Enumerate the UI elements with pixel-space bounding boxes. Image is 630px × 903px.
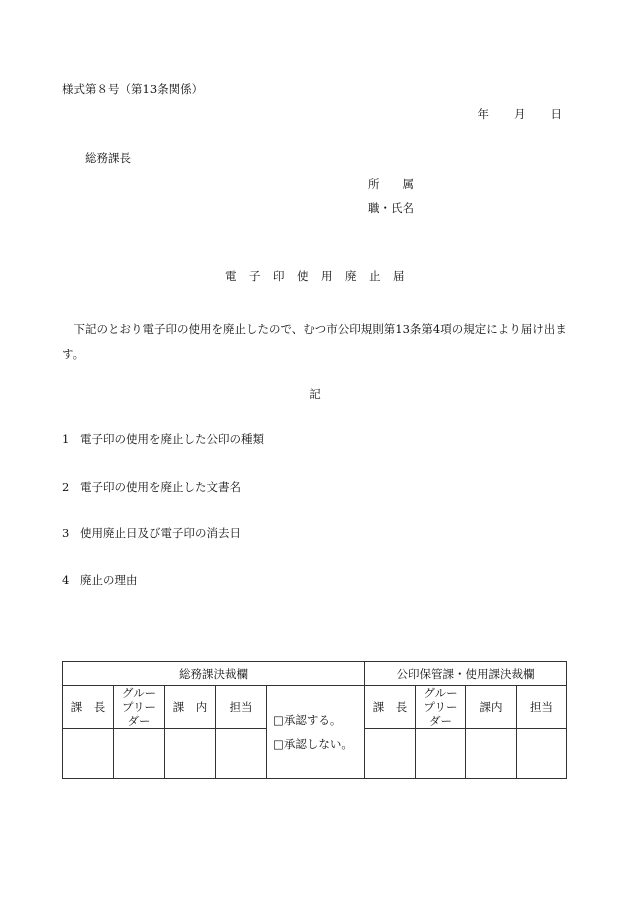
stamp-cell[interactable] (63, 729, 114, 779)
list-item (62, 434, 264, 446)
reject-option[interactable]: □承認しない。 (273, 737, 353, 751)
ki-heading: 記 (309, 387, 321, 401)
name-label: 職・氏名 (368, 201, 414, 215)
item-text: 電子印の使用を廃止した公印の種類 (80, 432, 264, 446)
affiliation-label: 所 属 (368, 177, 414, 191)
approval-table (62, 661, 567, 779)
stamp-cell[interactable] (517, 729, 567, 779)
role-label: グループリーダー (121, 686, 157, 728)
role-cell (416, 686, 466, 729)
body-text-content: 下記のとおり電子印の使用を廃止したので、むつ市公印規則第13条第4項の規定により届け出ます。 (62, 322, 567, 361)
approval-options (267, 686, 365, 779)
role-cell: 課内 (466, 686, 517, 729)
role-cell: 課 長 (365, 686, 416, 729)
body-text (62, 317, 568, 367)
list-item (62, 528, 241, 540)
form-number: 様式第８号（第13条関係） (62, 82, 204, 96)
document-title: 電 子 印 使 用 廃 止 届 (225, 269, 405, 283)
role-cell: 担当 (216, 686, 267, 729)
date-month: 月 (514, 107, 526, 121)
role-cell: 課 内 (165, 686, 216, 729)
date-day: 日 (550, 107, 562, 121)
stamp-cell[interactable] (114, 729, 165, 779)
item-text: 電子印の使用を廃止した文書名 (80, 480, 241, 494)
addressee: 総務課長 (85, 151, 131, 165)
item-number: 3 (62, 526, 70, 540)
list-item (62, 575, 138, 587)
item-number: 4 (62, 573, 70, 587)
item-text: 使用廃止日及び電子印の消去日 (80, 526, 241, 540)
date-year: 年 (477, 107, 489, 121)
approve-option[interactable]: □承認する。 (273, 713, 342, 727)
role-label: グループリーダー (423, 686, 458, 728)
item-number: 2 (62, 480, 70, 494)
role-cell (114, 686, 165, 729)
stamp-cell[interactable] (416, 729, 466, 779)
role-cell: 担当 (517, 686, 567, 729)
stamp-cell[interactable] (365, 729, 416, 779)
right-approval-header: 公印保管課・使用課決裁欄 (365, 662, 567, 686)
item-number: 1 (62, 432, 70, 446)
role-cell: 課 長 (63, 686, 114, 729)
stamp-cell[interactable] (466, 729, 517, 779)
date-line (478, 109, 563, 121)
left-approval-header: 総務課決裁欄 (63, 662, 365, 686)
list-item (62, 482, 241, 494)
stamp-cell[interactable] (165, 729, 216, 779)
item-text: 廃止の理由 (80, 573, 138, 587)
stamp-cell[interactable] (216, 729, 267, 779)
